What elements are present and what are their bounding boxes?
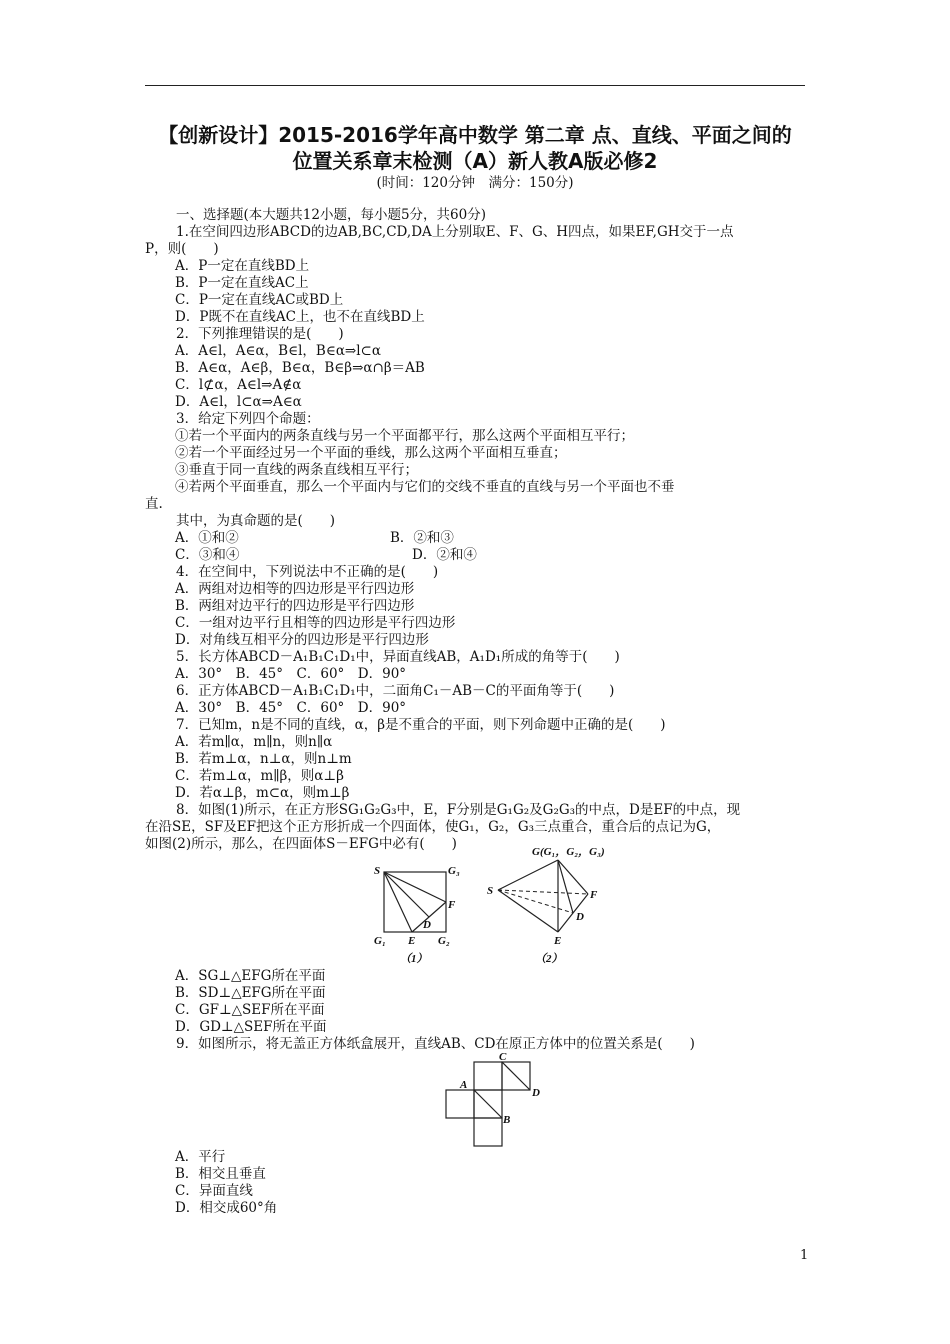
- q8-figure: [360, 842, 630, 968]
- q3-proposition-3: ③垂直于同一直线的两条直线相互平行；: [175, 462, 418, 478]
- fig9-label-c: C: [499, 1051, 507, 1063]
- q5-stem: 5．长方体ABCD－A₁B₁C₁D₁中，异面直线AB，A₁D₁所成的角等于( ): [176, 649, 620, 665]
- fig8-label-g1: G₁: [374, 935, 386, 947]
- q9-option-d: D．相交成60°角: [175, 1200, 278, 1216]
- fig8-label-g: G(G₁，G₂，G₃): [532, 846, 605, 858]
- fig8-label-s2: S: [487, 885, 494, 897]
- q3-proposition-2: ②若一个平面经过另一个平面的垂线，那么这两个平面相互垂直；: [175, 445, 567, 461]
- q1-option-c: C．P一定在直线AC或BD上: [175, 292, 344, 308]
- q1-option-b: B．P一定在直线AC上: [175, 275, 309, 291]
- q5-options: A．30° B．45° C．60° D．90°: [175, 666, 407, 682]
- q3-option-d: D．②和④: [412, 547, 477, 563]
- q3-option-a: A．①和②: [175, 530, 239, 546]
- q2-option-c: C．l⊄α，A∈l⇒A∉α: [175, 377, 302, 393]
- q9-option-c: C．异面直线: [175, 1183, 253, 1199]
- fig8-label-d: D: [423, 919, 431, 931]
- fig8-label-f2: F: [590, 889, 598, 901]
- q8-option-a: A．SG⊥△EFG所在平面: [175, 968, 326, 984]
- fig8-label-f: F: [448, 899, 456, 911]
- exam-time-info: (时间：120分钟 满分：150分): [376, 175, 574, 191]
- fig8-caption-2: （2）: [535, 953, 563, 965]
- q3-stem: 3．给定下列四个命题：: [176, 411, 320, 427]
- q1-option-a: A．P一定在直线BD上: [175, 258, 310, 274]
- q8-stem-line1: 8．如图(1)所示，在正方形SG₁G₂G₃中，E，F分别是G₁G₂及G₂G₃的中点，D是EF的中点，现: [176, 802, 741, 818]
- fig8-label-e2: E: [554, 935, 562, 947]
- q1-option-d: D．P既不在直线AC上，也不在直线BD上: [175, 309, 425, 325]
- q4-option-c: C．一组对边平行且相等的四边形是平行四边形: [175, 615, 456, 631]
- page-title-line2: 位置关系章末检测（A）新人教A版必修2: [292, 149, 658, 173]
- fig8-label-e: E: [408, 935, 416, 947]
- q4-option-b: B．两组对边平行的四边形是平行四边形: [175, 598, 415, 614]
- q7-option-a: A．若m∥α，m∥n，则n∥α: [175, 734, 333, 750]
- fig9-label-b: B: [503, 1114, 511, 1126]
- q4-option-a: A．两组对边相等的四边形是平行四边形: [175, 581, 415, 597]
- q1-stem-line2: P，则( ): [145, 241, 219, 257]
- q7-option-c: C．若m⊥α，m∥β，则α⊥β: [175, 768, 344, 784]
- q9-option-b: B．相交且垂直: [175, 1166, 266, 1182]
- page-title-line1: 【创新设计】2015-2016学年高中数学 第二章 点、直线、平面之间的: [158, 123, 792, 147]
- q7-option-d: D．若α⊥β，m⊂α，则m⊥β: [175, 785, 350, 801]
- q7-stem: 7．已知m，n是不同的直线，α，β是不重合的平面，则下列命题中正确的是( ): [176, 717, 666, 733]
- fig8-label-d2: D: [576, 911, 584, 923]
- q8-stem-line2: 在沿SE，SF及EF把这个正方形折成一个四面体，使G₁，G₂，G₃三点重合，重合后的点记为G，: [145, 819, 721, 835]
- q8-option-b: B．SD⊥△EFG所在平面: [175, 985, 326, 1001]
- section-heading: 一、选择题(本大题共12小题，每小题5分，共60分): [176, 207, 486, 223]
- q8-option-c: C．GF⊥△SEF所在平面: [175, 1002, 325, 1018]
- q9-cube-net-figure: [440, 1050, 550, 1150]
- q9-option-a: A．平行: [175, 1149, 226, 1165]
- q7-option-b: B．若m⊥α，n⊥α，则n⊥m: [175, 751, 352, 767]
- q4-stem: 4．在空间中，下列说法中不正确的是( ): [176, 564, 439, 580]
- q3-ask: 其中，为真命题的是( ): [176, 513, 336, 529]
- q2-option-d: D．A∈l，l⊂α⇒A∈α: [175, 394, 302, 410]
- q2-option-b: B．A∈α，A∈β，B∈α，B∈β⇒α∩β＝AB: [175, 360, 425, 376]
- q6-options: A．30° B．45° C．60° D．90°: [175, 700, 407, 716]
- q3-proposition-4-cont: 直.: [145, 496, 163, 512]
- page-number: 1: [800, 1248, 809, 1263]
- q3-option-b: B．②和③: [390, 530, 454, 546]
- fig8-caption-1: （1）: [400, 953, 428, 965]
- q2-option-a: A．A∈l，A∈α，B∈l，B∈α⇒l⊂α: [175, 343, 381, 359]
- q9-stem: 9．如图所示，将无盖正方体纸盒展开，直线AB、CD在原正方体中的位置关系是( ): [176, 1036, 695, 1052]
- fig9-label-d: D: [532, 1087, 540, 1099]
- header-rule: [145, 85, 805, 86]
- q3-proposition-4: ④若两个平面垂直，那么一个平面内与它们的交线不垂直的直线与另一个平面也不垂: [175, 479, 675, 495]
- fig8-label-g2: G₂: [438, 935, 450, 947]
- fig9-label-a: A: [460, 1079, 468, 1091]
- q6-stem: 6．正方体ABCD－A₁B₁C₁D₁中，二面角C₁－AB－C的平面角等于( ): [176, 683, 615, 699]
- q2-stem: 2．下列推理错误的是( ): [176, 326, 344, 342]
- q8-option-d: D．GD⊥△SEF所在平面: [175, 1019, 327, 1035]
- q4-option-d: D．对角线互相平分的四边形是平行四边形: [175, 632, 429, 648]
- q8-stem-line3: 如图(2)所示，那么，在四面体S－EFG中必有( ): [145, 836, 457, 852]
- q3-proposition-1: ①若一个平面内的两条直线与另一个平面都平行，那么这两个平面相互平行；: [175, 428, 634, 444]
- q1-stem-line1: 1.在空间四边形ABCD的边AB,BC,CD,DA上分别取E、F、G、H四点，如果EF,GH交于一点: [176, 224, 734, 240]
- fig8-label-s: S: [374, 865, 381, 877]
- q3-option-c: C．③和④: [175, 547, 240, 563]
- fig8-label-g3: G₃: [448, 865, 460, 877]
